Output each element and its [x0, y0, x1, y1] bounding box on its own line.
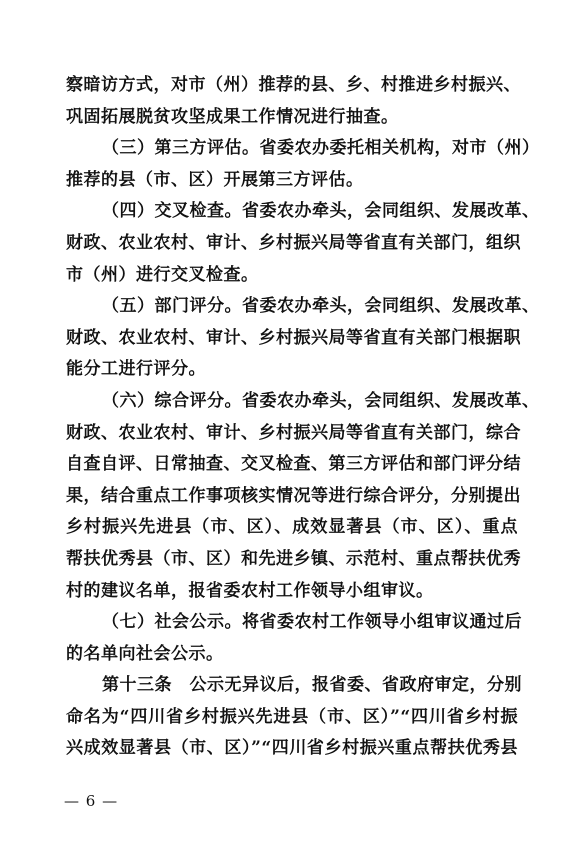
text-line: 能分工进行评分。	[66, 359, 206, 380]
text-line: 帮扶优秀县（市、区）和先进乡镇、示范村、重点帮扶优秀	[66, 548, 521, 569]
text-line: （五）部门评分。省委农办牵头，会同组织、发展改革、	[102, 296, 540, 317]
text-line: 巩固拓展脱贫攻坚成果工作情况进行抽查。	[66, 106, 399, 127]
page-number: — 6 —	[64, 792, 119, 810]
text-line: 财政、农业农村、审计、乡村振兴局等省直有关部门，综合	[66, 422, 521, 443]
text-line: 财政、农业农村、审计、乡村振兴局等省直有关部门根据职	[66, 327, 521, 348]
body-text	[66, 70, 540, 765]
text-line: 自查自评、日常抽查、交叉检查、第三方评估和部门评分结	[66, 454, 521, 475]
text-line: （七）社会公示。将省委农村工作领导小组审议通过后	[102, 612, 522, 633]
text-line: 推荐的县（市、区）开展第三方评估。	[66, 169, 364, 190]
text-line: （四）交叉检查。省委农办牵头，会同组织、发展改革、	[102, 201, 540, 222]
text-line: 乡村振兴先进县（市、区）、成效显著县（市、区）、重点	[66, 517, 518, 538]
text-line: 市（州）进行交叉检查。	[66, 264, 259, 285]
text-line: 的名单向社会公示。	[66, 643, 224, 664]
text-line: 兴成效显著县（市、区）”“四川省乡村振兴重点帮扶优秀县	[66, 738, 518, 759]
text-line: 果，结合重点工作事项核实情况等进行综合评分，分别提出	[66, 485, 521, 506]
text-line: 财政、农业农村、审计、乡村振兴局等省直有关部门，组织	[66, 232, 521, 253]
text-line: 察暗访方式，对市（州）推荐的县、乡、村推进乡村振兴、	[66, 75, 521, 95]
text-line: （三）第三方评估。省委农办委托相关机构，对市（州）	[102, 138, 540, 159]
text-line: 村的建议名单，报省委农村工作领导小组审议。	[66, 580, 434, 601]
text-line: 第十三条 公示无异议后，报省委、省政府审定，分别	[102, 675, 522, 696]
text-line: （六）综合评分。省委农办牵头，会同组织、发展改革、	[102, 390, 540, 411]
text-line: 命名为“四川省乡村振兴先进县（市、区）”“四川省乡村振	[66, 706, 518, 727]
